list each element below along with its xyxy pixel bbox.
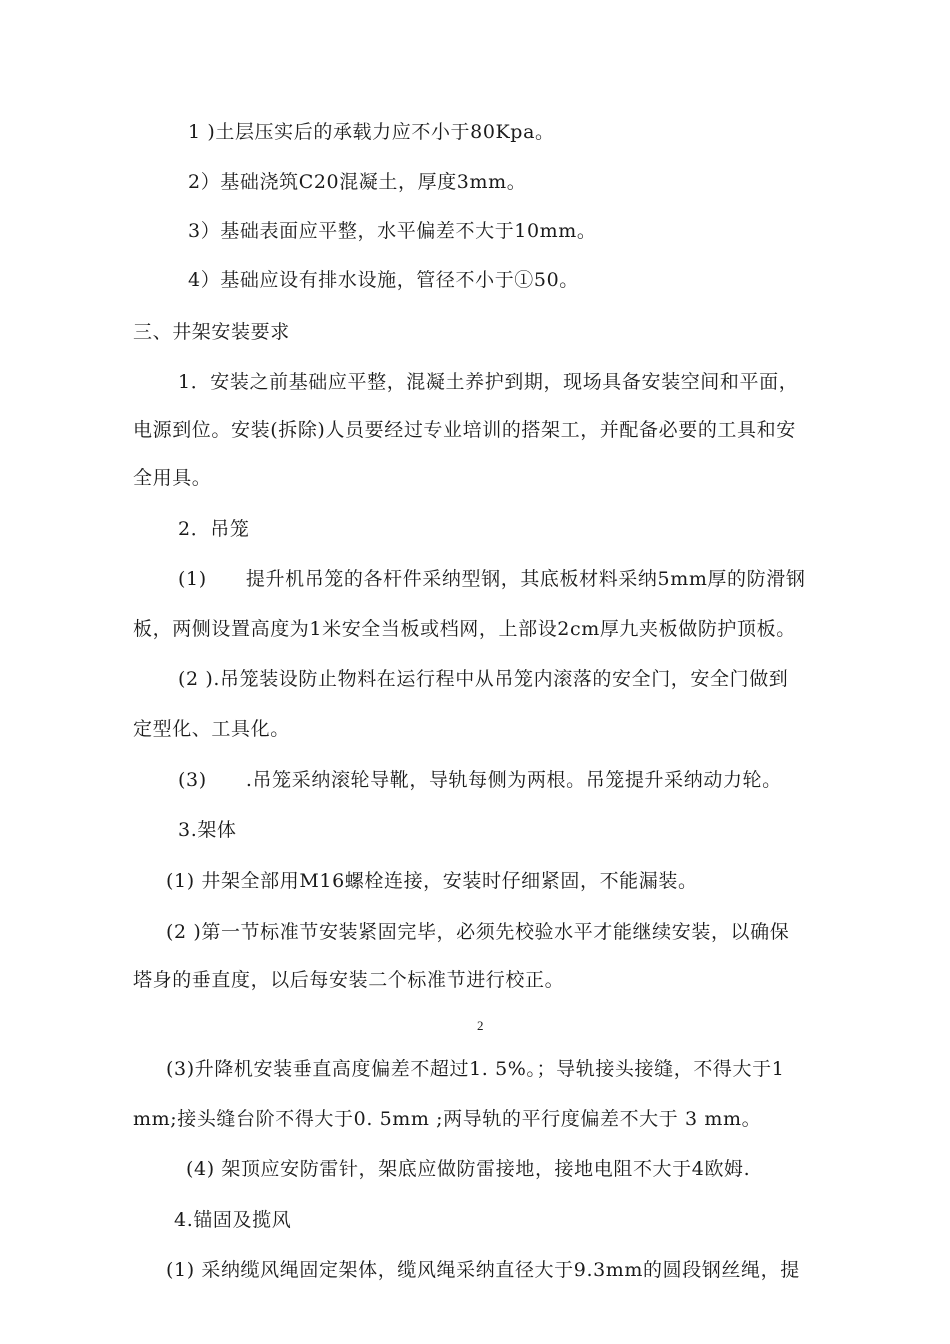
page-number: 2: [477, 1018, 484, 1033]
text-line: (2 )第一节标准节安装紧固完毕，必须先校验水平才能继续安装，以确保: [166, 921, 790, 943]
text-line: 1．安装之前基础应平整，混凝土养护到期，现场具备安装空间和平面，: [178, 371, 799, 393]
text-line: 3）基础表面应平整，水平偏差不大于10mm。: [188, 220, 597, 242]
text-line: (1) 提升机吊笼的各杆件采纳型钢，其底板材料采纳5mm厚的防滑钢: [178, 568, 806, 590]
text-line: 电源到位。安装(拆除)人员要经过专业培训的搭架工，并配备必要的工具和安: [133, 419, 796, 441]
text-line: 全用具。: [133, 467, 212, 489]
text-line: (3)升降机安装垂直高度偏差不超过1. 5%。；导轨接头接缝，不得大于1: [166, 1058, 785, 1080]
text-line: 4）基础应设有排水设施，管径不小于①50。: [188, 269, 579, 291]
text-line: 塔身的垂直度，以后每安装二个标准节进行校正。: [133, 969, 565, 991]
text-line: 1 )土层压实后的承载力应不小于80Kpa。: [188, 121, 555, 143]
section-heading: 三、井架安装要求: [133, 321, 290, 343]
text-line: (2 ).吊笼装设防止物料在运行程中从吊笼内滚落的安全门，安全门做到: [178, 668, 789, 690]
text-line: (1) 井架全部用M16螺栓连接，安装时仔细紧固，不能漏装。: [166, 870, 698, 892]
text-line: (3) .吊笼采纳滚轮导靴，导轨每侧为两根。吊笼提升采纳动力轮。: [178, 769, 782, 791]
text-line: (1) 采纳缆风绳固定架体，缆风绳采纳直径大于9.3mm的圆段钢丝绳，提: [166, 1259, 800, 1281]
text-line: (4) 架顶应安防雷针，架底应做防雷接地，接地电阻不大于4欧姆.: [186, 1158, 751, 1180]
text-line: 板，两侧设置高度为1米安全当板或档网，上部设2cm厚九夹板做防护顶板。: [133, 618, 796, 640]
text-line: 2）基础浇筑C20混凝土，厚度3mm。: [188, 171, 527, 193]
subsection-heading: 3.架体: [178, 819, 237, 841]
text-line: mm;接头缝台阶不得大于0. 5mm ;两导轨的平行度偏差不大于 3 mm。: [133, 1108, 762, 1130]
text-line: 定型化、工具化。: [133, 718, 290, 740]
subsection-heading: 2．吊笼: [178, 518, 250, 540]
subsection-heading: 4.锚固及揽风: [174, 1209, 292, 1231]
